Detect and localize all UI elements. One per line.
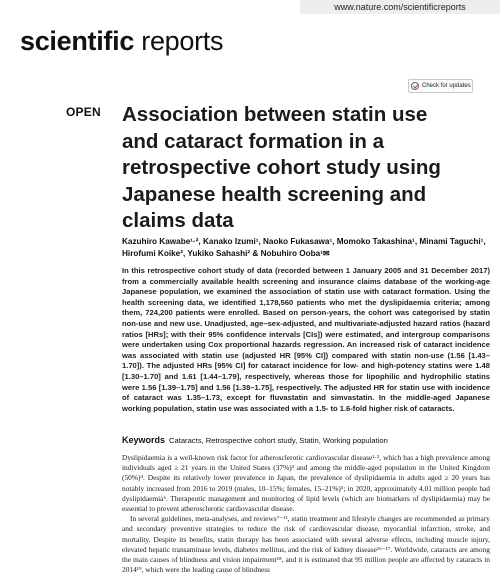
keywords-label: Keywords [122, 435, 166, 445]
journal-logo-light: reports [141, 26, 224, 56]
open-access-label: OPEN [66, 105, 101, 119]
body-text [122, 453, 490, 575]
author-list[interactable]: Kazuhiro Kawabe¹·², Kanako Izumi¹, Naoko Fukasawa¹, Momoko Takashina¹, Minami Taguchi¹, Hirofumi Koike², Yukiko Sahashi² & Nobuhiro Ooba¹✉ [122, 237, 486, 258]
journal-logo-bold: scientific [20, 26, 135, 56]
article-title: Association between statin use and cataract formation in a retrospective cohort study using Japanese health screening and claims data [122, 103, 441, 232]
keywords-text: Cataracts, Retrospective cohort study, Statin, Working population [169, 436, 388, 445]
abstract: In this retrospective cohort study of data (recorded between 1 January 2005 and 31 December 2017) from a commercially available health screening and insurance claims database of the working-age Japanese population, we examined the association of statin use with cataract formation. Using the health screening data, we identified 1,178,560 patients who met the dyslipidaemia criteria; among them, 724,200 patients were enrolled. Based on person-years, the cohort was categorised by statin non-use and new use. Unadjusted, age–sex-adjusted, and multivariate-adjusted hazard ratios (hazard ratios [HRs]; with their 95% confidence intervals [CIs]) were estimated, and intergroup comparisons were undertaken using Cox proportional hazards regression. An increased risk of cataract incidence was associated with statin use (adjusted HR [95% CI]) compared with statin non-use (1.56 [1.43–1.70]). The adjusted HRs [95% CI] for cataract incidence for low- and high-potency statins were 1.48 [1.30–1.70] and 1.61 [1.44–1.79], respectively, whereas those for lipophilic and hydrophilic statins were 1.56 [1.39–1.75] and 1.56 [1.38–1.75], respectively. The adjusted HR for statin use with incidence of cataract was 1.35–1.73, except for fluvastatin and simvastatin. In the middle-aged Japanese working population, statin use was associated with a 1.5- to 1.6-fold higher risk of cataracts. [122, 266, 490, 413]
keywords [122, 435, 490, 446]
check-updates-icon [411, 82, 419, 90]
check-updates-label: Check for updates [422, 83, 471, 89]
journal-logo [20, 26, 223, 57]
journal-url[interactable]: www.nature.com/scientificreports [300, 0, 500, 14]
body-paragraph-2: In several guidelines, meta-analyses, and reviews⁷⁻¹¹, statin treatment and lifestyle changes are recommended as primary and secondary preventive strategies to reduce the risk of cardiovascular disease, myocardial infarction, stroke, and mortality. Despite its benefits, statin therapy has been associated with several adverse effects, including muscle injury, elevated hepatic transaminase levels, diabetes mellitus, and the risk of kidney disease¹⁶⁻¹⁷. Worldwide, cataracts are among the main causes of blindness and vision impairment¹⁸, and it is estimated that 95 million people are affected by cataracts in 2014¹⁹, which were the leading cause of blindness [122, 514, 490, 575]
check-for-updates-button[interactable] [408, 79, 473, 93]
body-paragraph-1: Dyslipidaemia is a well-known risk factor for atherosclerotic cardiovascular disease¹·², which has a high prevalence among individuals aged ≥ 21 years in the United States (37%)³ and among the middle-aged population in the United Kingdom (50%)⁴. Despite its relatively lower prevalence in Japan, the prevalence of dyslipidaemia in adults aged ≥ 20 years has notably increased from 2016 to 2019 (males, 10–15%; females, 15–21%)⁵; in 2020, approximately 4.01 million people had dyslipidaemia⁶. Therapeutic management and monitoring of lipid levels (which are biomarkers of dyslipidaemia) may be essential to prevent atherosclerotic cardiovascular disease. [122, 453, 490, 514]
